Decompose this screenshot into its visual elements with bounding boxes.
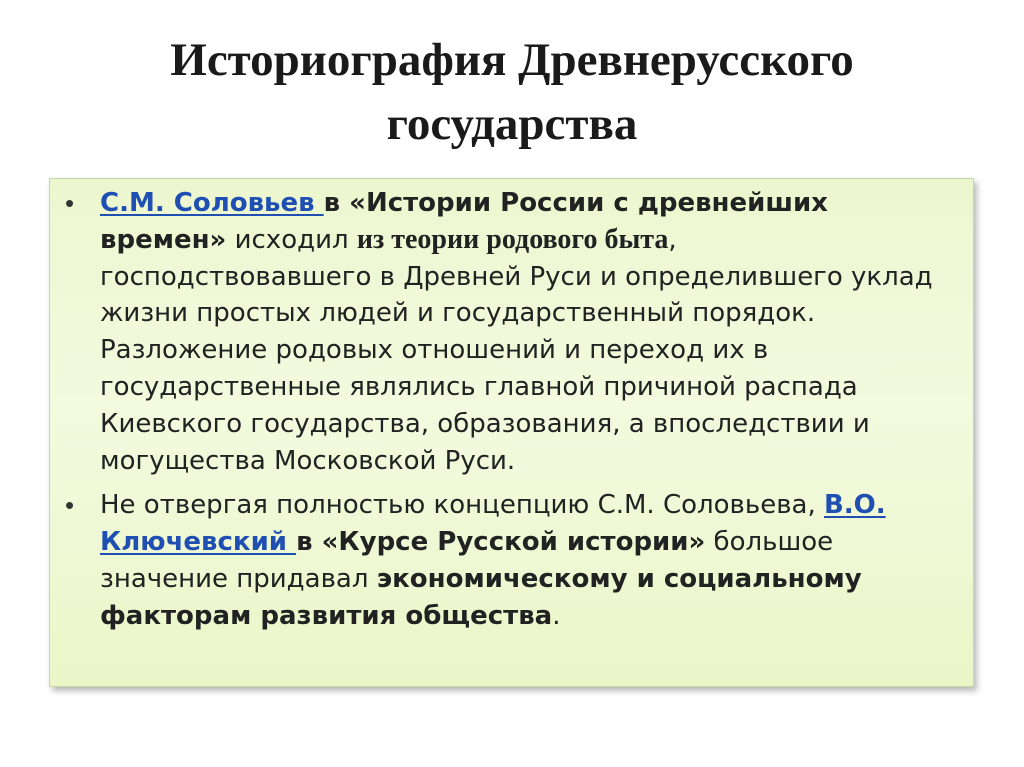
text-segment: исходил bbox=[226, 224, 357, 255]
text-segment: . bbox=[552, 600, 561, 631]
bullet-list bbox=[50, 185, 973, 635]
text-segment: Не отвергая полностью концепцию С.М. Соловьева, bbox=[100, 490, 824, 521]
klyuchevsky-work: в «Курсе Русской истории» bbox=[296, 527, 706, 558]
soloviev-work: в «Истории России с древнейших времен» bbox=[100, 188, 828, 255]
slide-title bbox=[0, 28, 1024, 156]
list-item bbox=[50, 487, 973, 634]
bullet-icon: • bbox=[65, 490, 75, 521]
title-line-1: Историография Древнерусского bbox=[170, 34, 854, 86]
list-item bbox=[50, 185, 973, 479]
bullet-icon: • bbox=[65, 188, 75, 218]
text-segment: большое значение придавал bbox=[100, 527, 834, 594]
title-line-2: государства bbox=[386, 98, 638, 150]
soloviev-link[interactable]: С.М. Соловьев bbox=[100, 188, 324, 218]
factors-phrase: экономическому и социальному факторам развития общества bbox=[100, 563, 862, 631]
klyuchevsky-link[interactable]: В.О. Ключевский bbox=[100, 490, 886, 558]
theory-phrase: из теории родового быта bbox=[356, 223, 669, 255]
content-box bbox=[49, 178, 974, 687]
text-segment: , господствовавшего в Древней Руси и определившего уклад жизни простых людей и государственный порядок. Разложение родовых отношений и переход их в государственные являлись главной причиной распада Киевского государства, образования, а впоследствии и могущества Московской Руси. bbox=[100, 224, 933, 476]
